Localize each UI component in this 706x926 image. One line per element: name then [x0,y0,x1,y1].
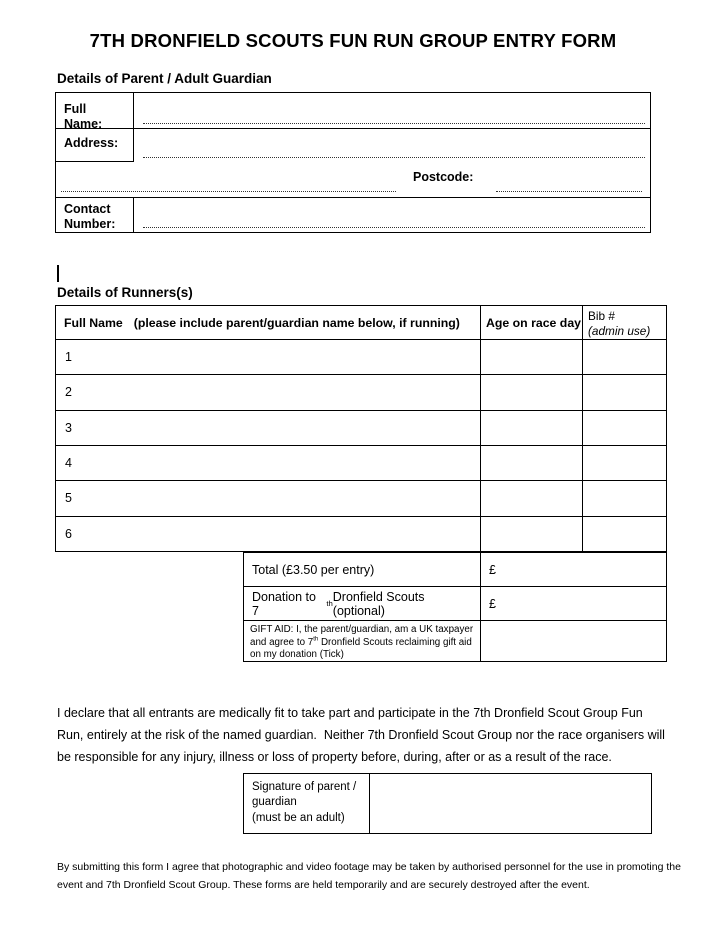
donation-amount-cell[interactable] [481,587,666,620]
runner-name-cell[interactable] [56,517,481,551]
runner-row-3 [56,411,666,446]
runner-age-cell[interactable] [481,481,583,515]
signature-input-area[interactable] [370,774,651,833]
runner-bib-cell[interactable] [583,375,666,409]
signature-label [244,774,370,833]
page-title: 7TH DRONFIELD SCOUTS FUN RUN GROUP ENTRY FORM [89,30,617,51]
address-input-area[interactable] [134,129,650,162]
gift-aid-label [244,621,481,661]
runner-age-cell[interactable] [481,517,583,551]
runner-bib-cell[interactable] [583,340,666,374]
gift-aid-text: GIFT AID: I, the parent/guardian, am a UK taxpayer and agree to 7 [250,624,474,648]
photo-consent-note: By submitting this form I agree that photographic and video footage may be taken by authorised personnel for the use in promoting the event and 7th Dronfield Scout Group. These forms are held temporarily and are securely destroyed after the event. [57,861,681,891]
runner-bib-cell[interactable] [583,517,666,551]
signature-label-line: guardian [252,796,297,809]
row-number: 2 [65,385,72,400]
row-number: 1 [65,350,72,365]
runner-name-cell[interactable] [56,375,481,409]
full-name-label: Full Name: [56,93,134,128]
full-name-header-note: (please include parent/guardian name below, if running) [133,315,460,330]
total-amount-cell[interactable] [481,553,666,586]
declaration-paragraph: I declare that all entrants are medically fit to take part and participate in the 7th Dronfield Scout Group Fun Run, entirely at the risk of the named guardian. Neither 7th Dronfield Scout Group nor the race organisers will be responsible for any injury, illness or loss of property before, during, after or as a result of the race. [57,706,669,764]
runner-name-cell[interactable] [56,481,481,515]
runner-row-4 [56,446,666,481]
signature-table [243,773,652,834]
dotted-writing-line [143,123,645,124]
bib-column-header [583,306,666,339]
donation-row [244,587,666,621]
contact-number-row [56,198,650,232]
runner-bib-cell[interactable] [583,481,666,515]
contact-number-label: Contact Number: [56,198,134,232]
text-cursor [57,265,59,282]
parent-details-table [55,92,651,233]
runner-age-cell[interactable] [481,411,583,445]
runner-row-6 [56,517,666,551]
bib-header-label: Bib # [588,309,615,323]
row-number: 4 [65,456,72,471]
age-column-header: Age on race day [481,306,583,339]
runners-table-header [56,306,666,340]
runner-age-cell[interactable] [481,375,583,409]
donation-label-text: Dronfield Scouts (optional) [332,589,425,618]
donation-label-text: Donation to 7 [252,589,316,618]
postcode-label: Postcode: [413,169,474,184]
totals-table [243,552,667,662]
address-row [56,129,650,162]
pound-sign: £ [489,596,496,611]
dotted-writing-line [61,191,396,192]
total-row [244,553,666,587]
gift-aid-superscript: th [313,636,319,643]
runners-table [55,305,667,552]
runner-row-2 [56,375,666,410]
donation-label: Donation to 7 th Dronfield Scouts (optional) [244,587,481,620]
runner-age-cell[interactable] [481,446,583,480]
gift-aid-text: Dronfield Scouts reclaiming gift aid on my donation (Tick) [250,636,472,660]
gift-aid-tick-cell[interactable] [481,621,666,661]
bib-header-note: (admin use) [588,324,651,338]
signature-label-line: Signature of parent / [252,781,357,793]
address-line2-row[interactable] [56,162,650,198]
full-name-input-area[interactable] [134,93,650,128]
full-name-row [56,93,650,129]
full-name-column-header [56,306,481,339]
dotted-writing-line [143,157,645,158]
runner-row-1 [56,340,666,375]
row-number: 5 [65,491,72,506]
runner-name-cell[interactable] [56,411,481,445]
runner-bib-cell[interactable] [583,446,666,480]
runner-bib-cell[interactable] [583,411,666,445]
row-number: 3 [65,420,72,435]
row-number: 6 [65,526,72,541]
pound-sign: £ [489,562,496,577]
runner-name-cell[interactable] [56,446,481,480]
address-label: Address: [56,129,134,162]
dotted-writing-line [143,227,645,228]
runner-row-5 [56,481,666,516]
full-name-header-label: Full Name [64,315,123,330]
runner-age-cell[interactable] [481,340,583,374]
signature-label-line: (must be an adult) [252,811,345,824]
contact-number-input-area[interactable] [134,198,650,232]
gift-aid-row [244,621,666,661]
runner-name-cell[interactable] [56,340,481,374]
runners-section-heading: Details of Runners(s) [57,285,193,300]
total-label: Total (£3.50 per entry) [244,553,481,586]
parent-section-heading: Details of Parent / Adult Guardian [57,71,272,86]
dotted-writing-line [496,191,642,192]
